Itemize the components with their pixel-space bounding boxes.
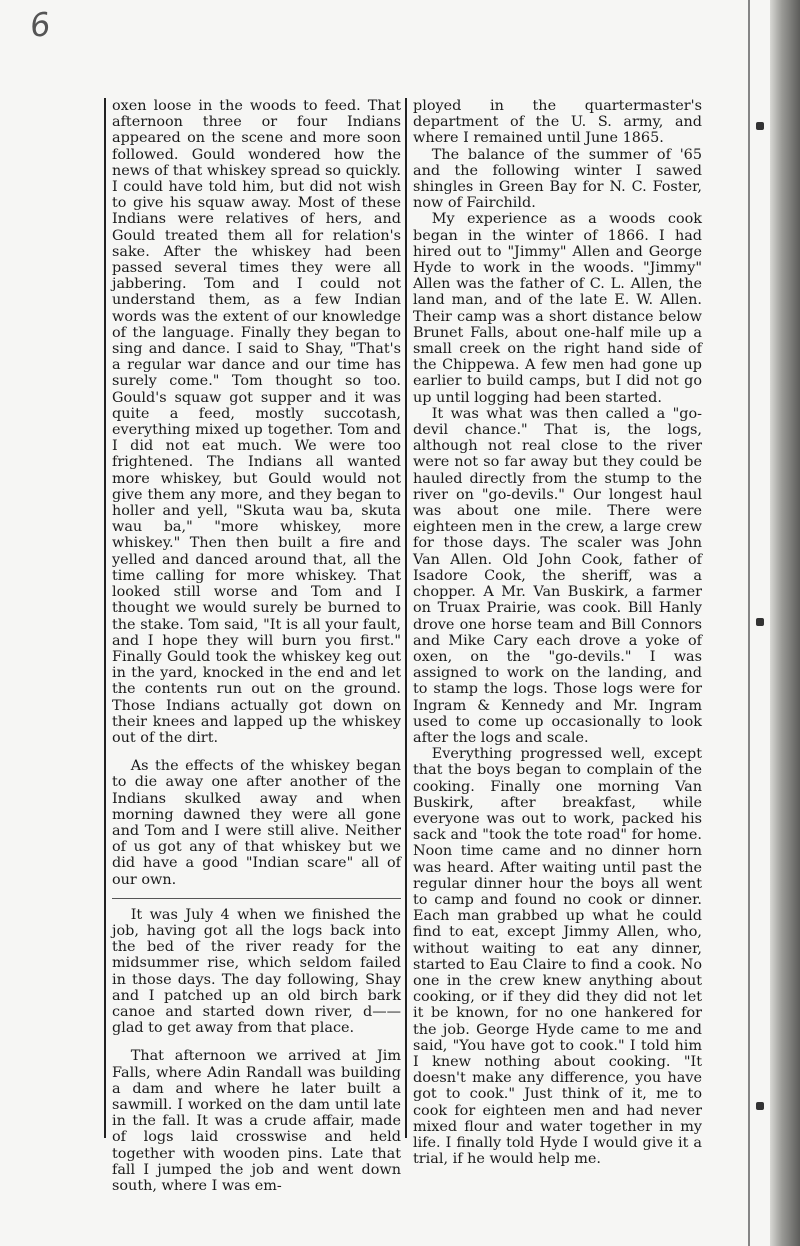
paragraph: ployed in the quartermaster's department of the U. S. army, and where I remained until June 1865. [413,98,702,147]
binding-mark [756,1102,764,1110]
paragraph: The balance of the summer of '65 and the following winter I sawed shingles in Green Bay for N. C. Foster, now of Fairchild. [413,146,702,212]
paragraph: My experience as a woods cook began in the winter of 1866. I had hired out to "Jimmy" Allen and George Hyde to work in the woods. "Jimmy" Allen was the father of C. L. Allen, the land man, and of the late E. W. Allen. Their camp was a short distance below Brunet Falls, about one-half mile up a small creek on the right hand side of the Chippewa. A few men had gone up earlier to build camps, but I did not go up until logging had been started. [413,211,702,406]
paragraph: It was what was then called a "go-devil chance." That is, the logs, although not real close to the river were not so far away but they could be hauled directly from the stump to the river on "go-devils." Our longest haul was about one mile. There were eighteen men in the crew, a large crew for those days. The scaler was John Van Allen. Old John Cook, father of Isadore Cook, the sheriff, was a chopper. A Mr. Van Buskirk, a farmer on Truax Prairie, was cook. Bill Hanly drove one horse team and Bill Connors and Mike Cary each drove a yoke of oxen, on the "go-devils." I was assigned to work on the landing, and to stamp the logs. Those logs were for Ingram & Kennedy and Mr. Ingram used to come up occasionally to look after the logs and scale. [413,405,702,746]
binding-mark [756,618,764,626]
page-edge-shadow [770,0,800,1246]
paragraph: It was July 4 when we finished the job, having got all the logs back into the bed of the river ready for the midsummer rise, which seldom failed in those days. The day following, Shay and I patched up an old birch bark canoe and started down river, d—— glad to get away from that place. [112,898,401,1037]
left-column [104,98,405,1194]
newspaper-clipping [104,98,704,1194]
paragraph: oxen loose in the woods to feed. That afternoon three or four Indians appeared on the scene and more soon followed. Gould wondered how the news of that whiskey spread so quickly. I could have told him, but did not wish to give his squaw away. Most of these Indians were relatives of hers, and Gould treated them all for relation's sake. After the whiskey had been passed several times they were all jabbering. Tom and I could not understand them, as a few Indian words was the extent of our knowledge of the language. Finally they began to sing and dance. I said to Shay, "That's a regular war dance and our time has surely come." Tom thought so too. Gould's squaw got supper and it was quite a feed, mostly succotash, everything mixed up together. Tom and I did not eat much. We were too frightened. The Indians all wanted more whiskey, but Gould would not give them any more, and they began to holler and yell, "Skuta wau ba, skuta wau ba," "more whiskey, more whiskey." Then then built a fire and yelled and danced around that, all the time calling for more whiskey. That looked still worse and Tom and I thought we would surely be burned to the stake. Tom said, "It is all your fault, and I hope they will burn you first." Finally Gould took the whiskey keg out in the yard, knocked in the end and let the contents run out on the ground. Those Indians actually got down on their knees and lapped up the whiskey out of the dirt. [112,98,401,746]
right-column [405,98,704,1168]
paragraph: Everything progressed well, except that the boys began to complain of the cooking. Finally one morning Van Buskirk, after breakfast, while everyone was out to work, packed his sack and "took the tote road" for home. Noon time came and no dinner horn was heard. After waiting until past the regular dinner hour the boys all went to camp and found no cook or dinner. Each man grabbed up what he could find to eat, except Jimmy Allen, who, without waiting to eat any dinner, started to Eau Claire to find a cook. No one in the crew knew anything about cooking, or if they did they did not let it be known, for no one hankered for the job. George Hyde came to me and said, "You have got to cook." I told him I knew nothing about cooking. "It doesn't make any difference, you have got to cook." Just think of it, me to cook for eighteen men and had never mixed flour and water together in my life. I finally told Hyde I would give it a trial, if he would help me. [413,746,702,1168]
paragraph: As the effects of the whiskey began to die away one after another of the Indians skulked away and when morning dawned they were all gone and Tom and I were still alive. Neither of us got any of that whiskey but we did have a good "Indian scare" all of our own. [112,758,401,888]
page-edge-line [748,0,750,1246]
page-number: 6 [27,4,53,46]
paragraph: That afternoon we arrived at Jim Falls, where Adin Randall was building a dam and where he later built a sawmill. I worked on the dam until late in the fall. It was a crude affair, made of logs laid crosswise and held together with wooden pins. Late that fall I jumped the job and went down south, where I was em- [112,1048,401,1194]
binding-mark [756,122,764,130]
